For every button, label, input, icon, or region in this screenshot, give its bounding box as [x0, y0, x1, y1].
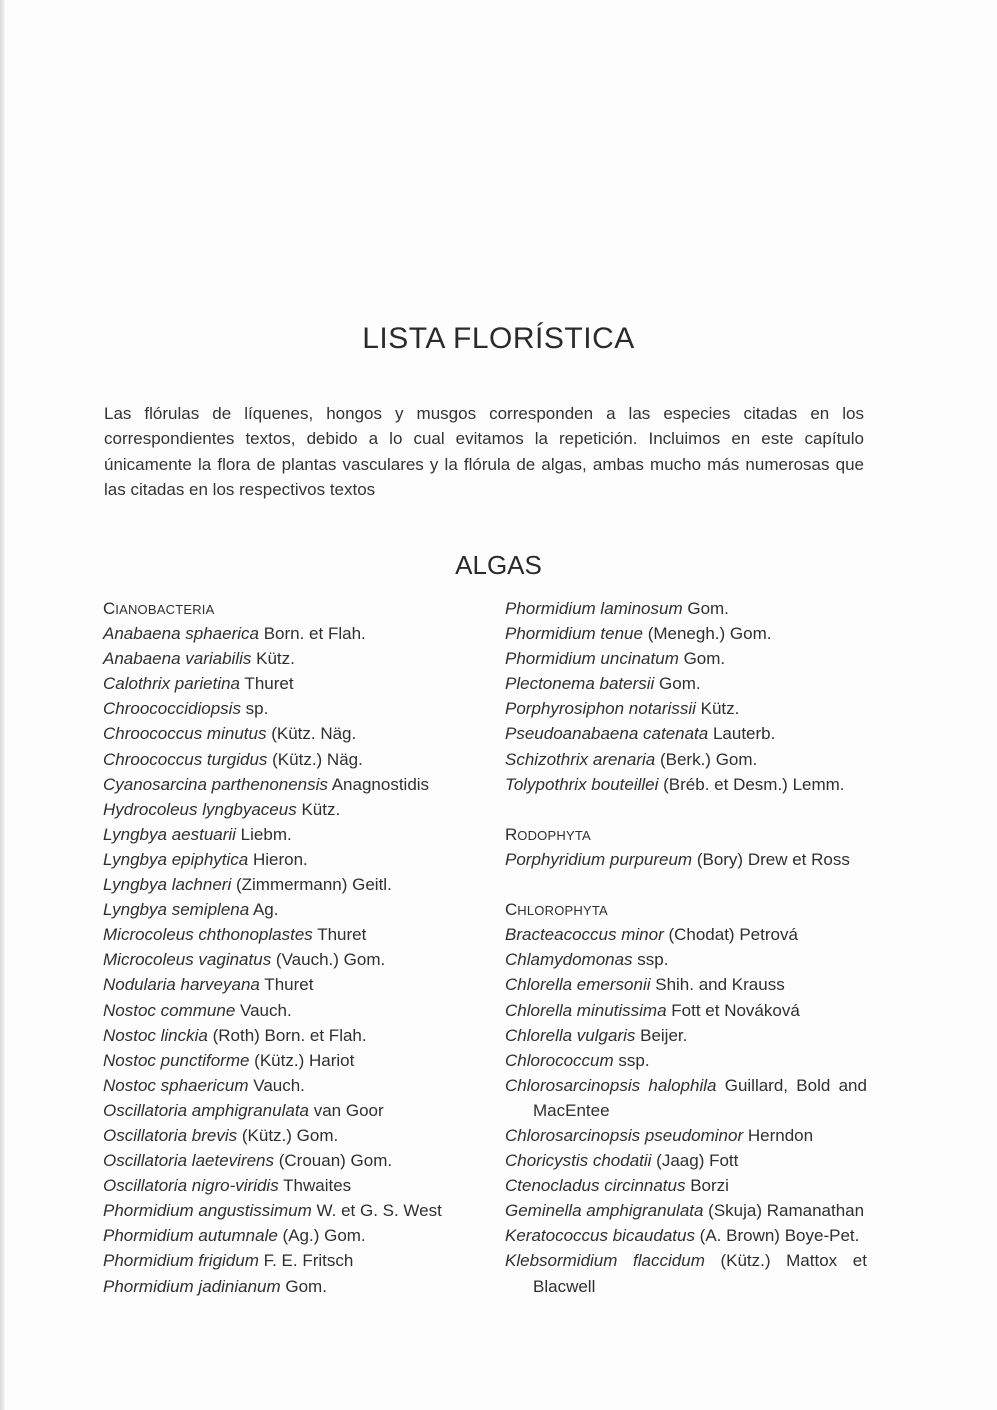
species-entry [103, 1173, 463, 1198]
species-name: Phormidium tenue [505, 624, 643, 644]
species-name: Lyngbya aestuarii [103, 824, 236, 844]
species-authority-word: et [852, 1251, 867, 1271]
species-entry [103, 1223, 463, 1248]
species-name-word: halophila [648, 1075, 717, 1095]
species-list-cianobacteria [103, 621, 463, 1299]
species-name: Chroococcus turgidus [103, 749, 268, 769]
species-name: Hydrocoleus lyngbyaceus [103, 799, 297, 819]
species-name: Nostoc commune [103, 1000, 236, 1020]
species-name: Oscillatoria nigro-viridis [103, 1176, 279, 1196]
species-authority: Vauch. [235, 1000, 292, 1020]
page-edge-shadow [0, 0, 5, 1410]
species-entry [505, 847, 867, 872]
species-entry [505, 922, 867, 947]
species-name: Chlorosarcinopsis pseudominor [505, 1125, 744, 1145]
species-name: Phormidium uncinatum [505, 649, 679, 669]
species-entry [103, 822, 463, 847]
species-entry [103, 897, 463, 922]
species-entry [103, 972, 463, 997]
species-name: Phormidium frigidum [103, 1251, 259, 1271]
species-name-word: Chlorosarcinopsis [505, 1075, 641, 1095]
species-name: Schizothrix arenaria [505, 749, 656, 769]
species-name: Chlorella minutissima [505, 1000, 667, 1020]
species-entry [505, 1248, 867, 1298]
species-name: Pseudoanabaena catenata [505, 724, 709, 744]
species-authority: Born. et Flah. [258, 624, 366, 644]
species-name: Calothrix parietina [103, 674, 241, 694]
intro-paragraph: Las flórulas de líquenes, hongos y musgos corresponden a las especies citadas en los correspondientes textos, debido a lo cual evitamos la repetición. Incluimos en este capítulo únicamente la flora de plantas vasculares y la flórula de algas, ambas mucho más numerosas que las citadas en los respectivos textos [104, 404, 864, 500]
section-title-algas: ALGAS [455, 550, 542, 580]
species-entry [103, 922, 463, 947]
species-entry [103, 696, 463, 721]
group-heading-rodophyta: RODOPHYTA [505, 824, 591, 844]
species-name: Keratococcus bicaudatus [505, 1226, 695, 1246]
species-authority-word: Bold [796, 1075, 831, 1095]
species-authority: (Kütz.) Hariot [249, 1050, 355, 1070]
species-authority: sp. [240, 699, 269, 719]
species-authority: F. E. Fritsch [258, 1251, 354, 1271]
species-authority: ssp. [613, 1050, 650, 1070]
species-name: Phormidium angustissimum [103, 1201, 312, 1221]
species-entry [103, 621, 463, 646]
species-authority: (Bréb. et Desm.) Lemm. [658, 774, 845, 794]
species-entry [505, 621, 867, 646]
species-authority-word: and [838, 1075, 867, 1095]
species-authority: (Kütz. Näg. [266, 724, 357, 744]
species-name: Chlorella vulgaris [505, 1025, 636, 1045]
species-entry [505, 998, 867, 1023]
species-name: Tolypothrix bouteillei [505, 774, 659, 794]
species-authority: Ag. [249, 900, 279, 920]
species-entry [103, 721, 463, 746]
species-authority: Gom. [280, 1276, 327, 1296]
species-entry [103, 1023, 463, 1048]
species-name: Oscillatoria amphigranulata [103, 1100, 309, 1120]
species-authority: Gom. [654, 674, 701, 694]
species-name: Geminella amphigranulata [505, 1201, 704, 1221]
species-entry [103, 772, 463, 797]
species-authority: Hieron. [248, 849, 308, 869]
species-authority: (Skuja) Ramanathan [703, 1201, 865, 1221]
species-authority-word: Guillard, [724, 1075, 789, 1095]
species-entry [505, 596, 867, 621]
species-name: Nostoc sphaericum [103, 1075, 249, 1095]
species-authority: (Jaag) Fott [651, 1151, 739, 1171]
species-entry [103, 998, 463, 1023]
species-name: Oscillatoria laetevirens [103, 1151, 275, 1171]
species-authority-continued: MacEntee [533, 1100, 610, 1120]
species-name: Chlamydomonas [505, 950, 633, 970]
species-name-word: Klebsormidium [505, 1251, 618, 1271]
species-authority: (Kütz.) Näg. [267, 749, 363, 769]
species-authority: Liebm. [235, 824, 292, 844]
species-name: Oscillatoria brevis [103, 1125, 238, 1145]
species-authority: Anagnostidis [327, 774, 430, 794]
species-authority: Kütz. [695, 699, 740, 719]
species-authority-word: Mattox [786, 1251, 838, 1271]
species-authority: (Vauch.) Gom. [271, 950, 386, 970]
species-entry [103, 671, 463, 696]
species-name: Plectonema batersii [505, 674, 655, 694]
species-name: Nodularia harveyana [103, 975, 260, 995]
species-name: Cyanosarcina parthenonensis [103, 774, 328, 794]
species-authority: Gom. [678, 649, 726, 669]
species-entry [103, 1198, 463, 1223]
species-entry [103, 1073, 463, 1098]
species-list-chlorophyta [505, 922, 867, 1298]
species-entry [505, 772, 867, 797]
species-authority: Thuret [312, 925, 367, 945]
species-entry [505, 1223, 867, 1248]
species-entry [103, 797, 463, 822]
species-entry [103, 1248, 463, 1273]
species-name: Phormidium jadinianum [103, 1276, 281, 1296]
species-name: Nostoc punctiforme [103, 1050, 250, 1070]
species-entry [505, 1023, 867, 1048]
species-list-rodophyta [505, 847, 867, 872]
left-column [103, 596, 463, 1299]
species-entry [505, 1048, 867, 1073]
species-authority: (Menegh.) Gom. [642, 624, 772, 644]
species-authority: (Roth) Born. et Flah. [207, 1025, 367, 1045]
species-name: Lyngbya lachneri [103, 875, 232, 895]
species-authority: Lauterb. [708, 724, 776, 744]
species-authority: Fott et Nováková [666, 1000, 800, 1020]
species-name: Chroococcidiopsis [103, 699, 241, 719]
species-entry [505, 1123, 867, 1148]
species-authority: Vauch. [248, 1075, 305, 1095]
species-authority: (Berk.) Gom. [655, 749, 758, 769]
species-entry [103, 646, 463, 671]
species-authority: Shih. and Krauss [650, 975, 785, 995]
species-entry [103, 1123, 463, 1148]
species-authority: ssp. [632, 950, 669, 970]
species-authority: Beijer. [635, 1025, 688, 1045]
species-name: Porphyrosiphon notarissii [505, 699, 696, 719]
species-authority: van Goor [309, 1100, 384, 1120]
species-entry [103, 1098, 463, 1123]
species-entry [505, 947, 867, 972]
species-name: Anabaena variabilis [103, 649, 252, 669]
right-column [505, 596, 867, 1299]
species-entry [505, 1173, 867, 1198]
species-authority: (Bory) Drew et Ross [692, 849, 850, 869]
species-name: Microcoleus vaginatus [103, 950, 272, 970]
species-name: Chlorella emersonii [505, 975, 651, 995]
species-entry [505, 972, 867, 997]
species-authority: (Zimmermann) Geitl. [231, 875, 392, 895]
species-authority: (Kütz.) Gom. [237, 1125, 339, 1145]
species-entry [505, 747, 867, 772]
species-authority: Thuret [240, 674, 294, 694]
species-authority: (Ag.) Gom. [277, 1226, 366, 1246]
species-entry [103, 947, 463, 972]
species-name: Ctenocladus circinnatus [505, 1176, 686, 1196]
species-name: Choricystis chodatii [505, 1151, 652, 1171]
species-entry [103, 872, 463, 897]
species-entry [505, 1198, 867, 1223]
species-authority: Thwaites [278, 1176, 352, 1196]
species-authority-continued: Blacwell [533, 1276, 596, 1296]
species-authority: (Chodat) Petrová [663, 925, 798, 945]
species-list-cianobacteria-continued [505, 596, 867, 797]
species-entry [103, 847, 463, 872]
species-authority: Thuret [259, 975, 314, 995]
species-name: Chlorococcum [505, 1050, 614, 1070]
species-name: Bracteacoccus minor [505, 925, 664, 945]
species-name: Chroococcus minutus [103, 724, 267, 744]
species-entry [505, 721, 867, 746]
species-entry [505, 1148, 867, 1173]
species-name: Microcoleus chthonoplastes [103, 925, 313, 945]
species-authority: Herndon [743, 1125, 814, 1145]
species-entry [103, 1274, 463, 1299]
species-authority: (A. Brown) Boye-Pet. [694, 1226, 860, 1246]
species-entry [103, 747, 463, 772]
species-entry [505, 646, 867, 671]
species-name: Phormidium autumnale [103, 1226, 278, 1246]
species-entry [103, 1048, 463, 1073]
page-title: LISTA FLORÍSTICA [362, 322, 635, 355]
group-heading-chlorophyta: CHLOROPHYTA [505, 900, 608, 920]
species-authority: (Crouan) Gom. [274, 1151, 393, 1171]
species-entry [505, 671, 867, 696]
species-entry [505, 1073, 867, 1123]
species-authority: Kütz. [296, 799, 341, 819]
species-name: Lyngbya semiplena [103, 900, 250, 920]
species-entry [505, 696, 867, 721]
species-name: Porphyridium purpureum [505, 849, 693, 869]
species-name: Lyngbya epiphytica [103, 849, 249, 869]
species-name: Anabaena sphaerica [103, 624, 259, 644]
species-name: Nostoc linckia [103, 1025, 208, 1045]
species-authority: Kütz. [251, 649, 295, 669]
species-authority-word: (Kütz.) [720, 1251, 771, 1271]
species-name-word: flaccidum [633, 1251, 705, 1271]
species-entry [103, 1148, 463, 1173]
species-name: Phormidium laminosum [505, 599, 683, 618]
species-authority: Borzi [685, 1176, 729, 1196]
species-authority: Gom. [682, 599, 729, 618]
group-heading-cianobacteria: CIANOBACTERIA [103, 599, 215, 618]
species-authority: W. et G. S. West [311, 1201, 442, 1221]
